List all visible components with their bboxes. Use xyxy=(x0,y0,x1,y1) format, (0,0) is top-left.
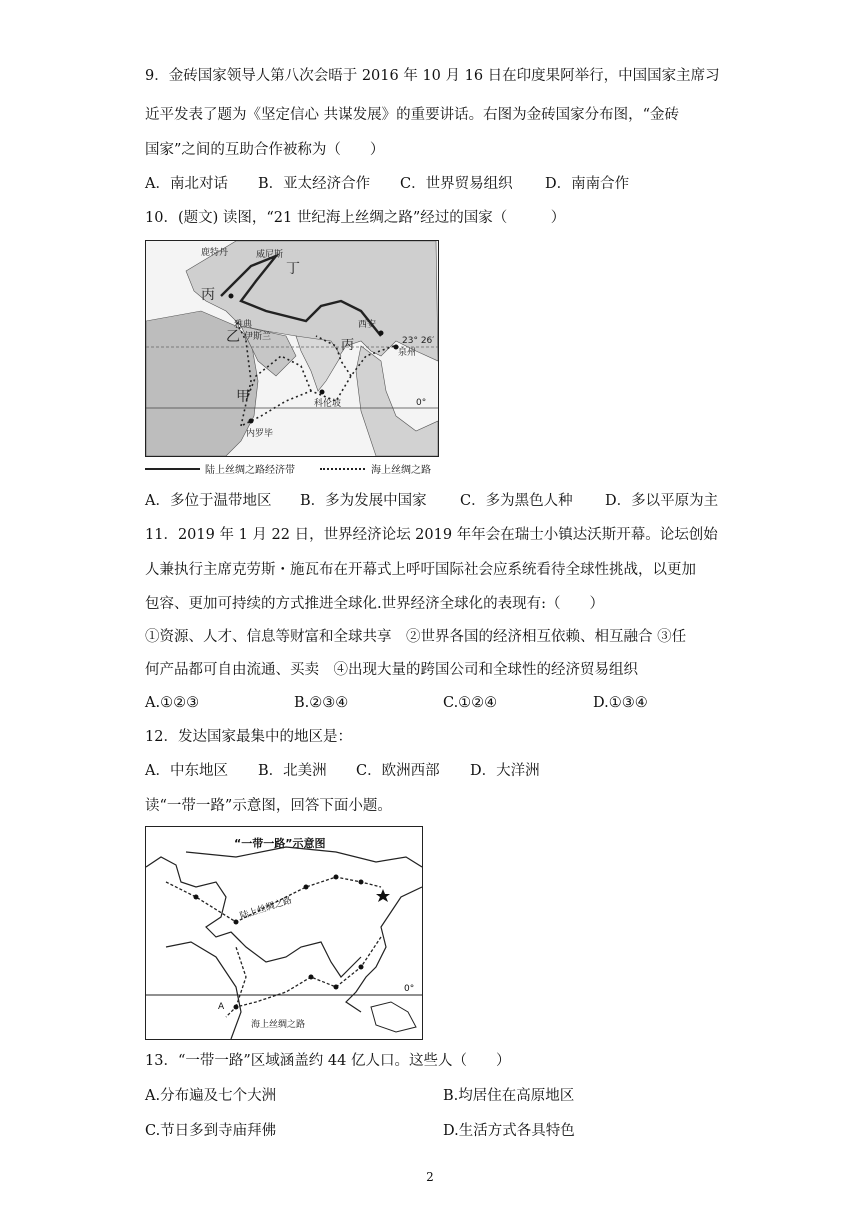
q11-line-4: ①资源、人才、信息等财富和全球共享 ②世界各国的经济相互依赖、相互融合 ③任 xyxy=(145,629,687,645)
map-label-quanzhou: 泉州 xyxy=(398,348,417,358)
q9-line-3: 国家”之间的互助合作被称为（ ） xyxy=(145,142,385,158)
q10-option-c: C．多为黑色人种 xyxy=(460,493,573,509)
map-label-bing: 丙 xyxy=(201,287,215,303)
route-dot xyxy=(234,1005,239,1010)
q12-option-b: B．北美洲 xyxy=(258,763,327,779)
map-label-nairobi: 内罗毕 xyxy=(246,429,274,439)
q12-option-c: C．欧洲西部 xyxy=(356,763,440,779)
q12-option-a: A．中东地区 xyxy=(145,763,228,779)
q11-option-c: C.①②④ xyxy=(443,695,498,711)
map-label-venice: 威尼斯 xyxy=(256,250,284,260)
route-dot xyxy=(309,975,314,980)
route-dot xyxy=(334,875,339,880)
silk-road-map xyxy=(145,240,439,457)
silk-road-map-svg xyxy=(146,241,438,456)
q11-line-3: 包容、更加可持续的方式推进全球化.世界经济全球化的表现有:（ ） xyxy=(145,596,604,612)
silk-road-legend xyxy=(145,461,445,477)
q13-option-c: C.节日多到寺庙拜佛 xyxy=(145,1123,277,1139)
legend-sea-line xyxy=(320,468,365,470)
route-dot xyxy=(359,880,364,885)
q11-line-5: 何产品都可自由流通、买卖 ④出现大量的跨国公司和全球性的经济贸易组织 xyxy=(145,662,638,678)
map-label-ding: 丁 xyxy=(286,261,300,277)
city-dot-xian xyxy=(379,331,384,336)
belt-road-map-svg xyxy=(146,827,422,1039)
q10-option-b: B．多为发展中国家 xyxy=(300,493,427,509)
legend-land-label: 陆上丝绸之路经济带 xyxy=(205,465,295,476)
coast-arabia-india xyxy=(231,932,361,977)
q9-line-2: 近平发表了题为《坚定信心 共谋发展》的重要讲话。右图为金砖国家分布图，“金砖 xyxy=(145,107,680,123)
map-label-xian: 西安 xyxy=(358,320,377,330)
q11-option-d: D.①③④ xyxy=(593,695,648,711)
map-label-jia: 甲 xyxy=(236,389,250,405)
belt-road-intro: 读“一带一路”示意图，回答下面小题。 xyxy=(145,798,392,814)
q9-option-a: A．南北对话 xyxy=(145,176,228,192)
coast-asia-north xyxy=(186,847,422,867)
star-marker xyxy=(376,889,390,902)
q11-line-1: 11．2019 年 1 月 22 日，世界经济论坛 2019 年年会在瑞士小镇达沃斯开幕。论坛创始 xyxy=(145,527,718,543)
legend-sea-label: 海上丝绸之路 xyxy=(371,465,431,476)
city-dot-nairobi xyxy=(249,419,254,424)
land-route-path xyxy=(166,877,381,922)
marker-a-label: A xyxy=(218,1002,225,1012)
route-dot xyxy=(194,895,199,900)
page-number: 2 xyxy=(426,1170,434,1184)
q9-option-d: D．南南合作 xyxy=(545,176,630,192)
city-dot-venice xyxy=(229,294,234,299)
q10-option-a: A．多位于温带地区 xyxy=(145,493,272,509)
q11-option-b: B.②③④ xyxy=(294,695,349,711)
coast-europe xyxy=(146,857,241,942)
q11-option-a: A.①②③ xyxy=(145,695,200,711)
q13-option-d: D.生活方式各具特色 xyxy=(443,1123,575,1139)
q13-stem: 13．“一带一路”区域涵盖约 44 亿人口。这些人（ ） xyxy=(145,1053,511,1069)
q12-stem: 12．发达国家最集中的地区是： xyxy=(145,729,352,745)
map-label-tropic: 23° 26′ xyxy=(402,336,435,346)
q9-option-b: B．亚太经济合作 xyxy=(258,176,371,192)
coast-africa xyxy=(166,942,241,1039)
belt-road-map xyxy=(145,826,423,1040)
route-dot xyxy=(359,965,364,970)
legend-land-line xyxy=(145,468,200,470)
route-dot xyxy=(234,920,239,925)
route-dot xyxy=(334,985,339,990)
equator-label: 0° xyxy=(404,984,415,994)
map-label-islam: 伊斯兰 xyxy=(244,332,272,342)
land-route-label: 陆上丝绸之路 xyxy=(238,895,294,922)
map-label-bing-2: 丙 xyxy=(341,338,355,353)
q13-option-a: A.分布遍及七个大洲 xyxy=(145,1088,277,1104)
map-label-athens: 雅典 xyxy=(234,320,253,330)
map-label-yi: 乙 xyxy=(226,329,240,345)
map-label-equator: 0° xyxy=(416,398,427,408)
belt-road-map-title: “一带一路”示意图 xyxy=(234,837,326,850)
q10-option-d: D．多以平原为主 xyxy=(605,493,719,509)
map-label-colombo: 科伦坡 xyxy=(314,399,342,409)
route-dot xyxy=(304,885,309,890)
q12-option-d: D．大洋洲 xyxy=(470,763,540,779)
coast-sea-islands xyxy=(371,1002,416,1032)
city-dot-colombo xyxy=(320,390,325,395)
q10-stem: 10．(题文) 读图，“21 世纪海上丝绸之路”经过的国家（ ） xyxy=(145,210,566,226)
q11-line-2: 人兼执行主席克劳斯・施瓦布在开幕式上呼吁国际社会应系统看待全球性挑战，以更加 xyxy=(145,562,696,578)
q9-option-c: C．世界贸易组织 xyxy=(400,176,513,192)
sea-route-label: 海上丝绸之路 xyxy=(251,1020,306,1030)
q13-option-b: B.均居住在高原地区 xyxy=(443,1088,575,1104)
map-label-rotterdam: 鹿特丹 xyxy=(201,248,229,258)
q9-line-1: 9．金砖国家领导人第八次会晤于 2016 年 10 月 16 日在印度果阿举行，中国国家主席习 xyxy=(145,68,720,84)
